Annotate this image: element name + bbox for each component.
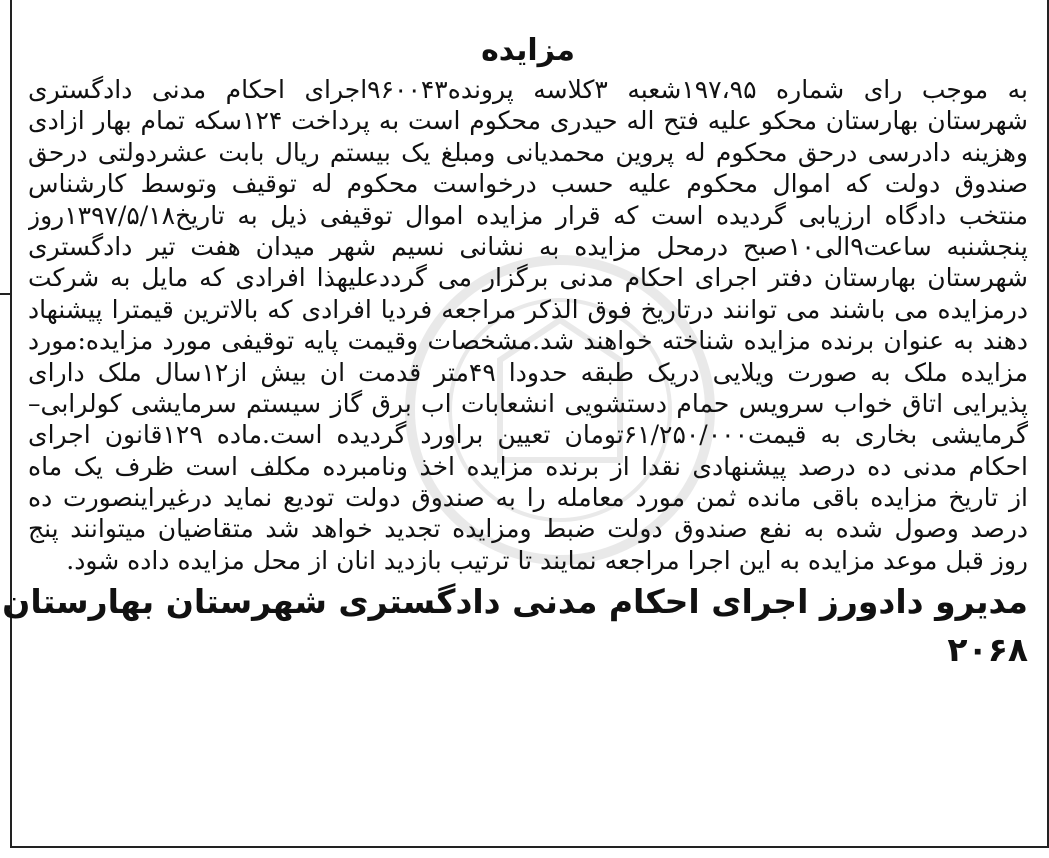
notice-line: درصد وصول شده به نفع صندوق دولت ضبط ومزایده تجدید خواهد شد متقاضیان میتوانند پنج bbox=[28, 514, 1028, 544]
notice-line: شهرستان بهارستان دفتر اجرای احکام مدنی برگزار می گرددعلیهذا افرادی که مایل به شرکت bbox=[28, 263, 1028, 293]
notice-body bbox=[28, 74, 1028, 576]
notice-line: احکام مدنی ده درصد پیشنهادی نقدا از برنده مزایده اخذ ونامبرده مکلف است ظرف یک ماه bbox=[28, 451, 1028, 481]
frame-bottom-border bbox=[10, 846, 1049, 848]
frame-left-tick bbox=[0, 293, 10, 295]
notice-signature-block bbox=[2, 578, 1028, 674]
notice-title: مزایده bbox=[481, 33, 575, 68]
notice-line: روز قبل موعد مزایده به این اجرا مراجعه نمایند تا ترتیب بازدید انان از محل مزایده داده شود. bbox=[66, 545, 1028, 575]
frame-left-border bbox=[10, 0, 12, 848]
notice-line: منتخب دادگاه ارزیابی گردیده است که قرار مزایده اموال توقیفی ذیل به تاریخ۱۳۹۷/۵/۱۸روز bbox=[28, 200, 1028, 230]
notice-line: از تاریخ مزایده باقی مانده ثمن مورد معامله را به صندوق دولت تودیع نماید درغیراینصورت ده bbox=[28, 483, 1028, 513]
notice-line: درمزایده می باشند می توانند درتاریخ فوق الذکر مراجعه فردیا افرادی که بالاترین قیمترا پیشنهاد bbox=[28, 294, 1028, 324]
notice-line: صندوق دولت که اموال محکوم علیه حسب درخواست محکوم له توقیف وتوسط کارشناس bbox=[28, 169, 1028, 199]
notice-line: پذیرایی اتاق خواب سرویس حمام دستشویی انشعابات اب برق گاز سیستم سرمایشی کولرابی– bbox=[28, 388, 1028, 418]
notice-line: مزایده ملک به صورت ویلایی دریک طبقه حدودا ۴۹متر قدمت ان بیش از۱۲سال ملک دارای bbox=[28, 357, 1028, 387]
notice-line: شهرستان بهارستان محکو علیه فتح اله حیدری محکوم است به پرداخت ۱۲۴سکه تمام بهار ازادی bbox=[28, 106, 1028, 136]
auction-notice bbox=[2, 28, 1028, 674]
notice-code: ۲۰۶۸ bbox=[947, 630, 1028, 670]
notice-line: گرمایشی بخاری به قیمت۶۱/۲۵۰/۰۰۰تومان تعیین براورد گردیده است.ماده ۱۲۹قانون اجرای bbox=[28, 420, 1028, 450]
notice-line: دهند به عنوان برنده مزایده شناخته خواهند شد.مشخصات وقیمت پایه توقیفی مورد مزایده:مورد bbox=[28, 326, 1028, 356]
notice-line: پنجشنبه ساعت۹الی۱۰صبح درمحل مزایده به نشانی نسیم شهر میدان هفت تیر دادگستری bbox=[28, 231, 1028, 261]
signature-authority: مدیرو دادورز اجرای احکام مدنی دادگستری شهرستان بهارستان bbox=[2, 582, 1028, 622]
notice-line: به موجب رای شماره ۱۹۷،۹۵شعبه ۳کلاسه پرونده۹۶۰۰۴۳اجرای احکام مدنی دادگستری bbox=[28, 75, 1028, 104]
notice-line: وهزینه دادرسی درحق محکوم له پروین محمدیانی ومبلغ یک بیستم ریال بابت عشردولتی درحق bbox=[28, 137, 1028, 167]
